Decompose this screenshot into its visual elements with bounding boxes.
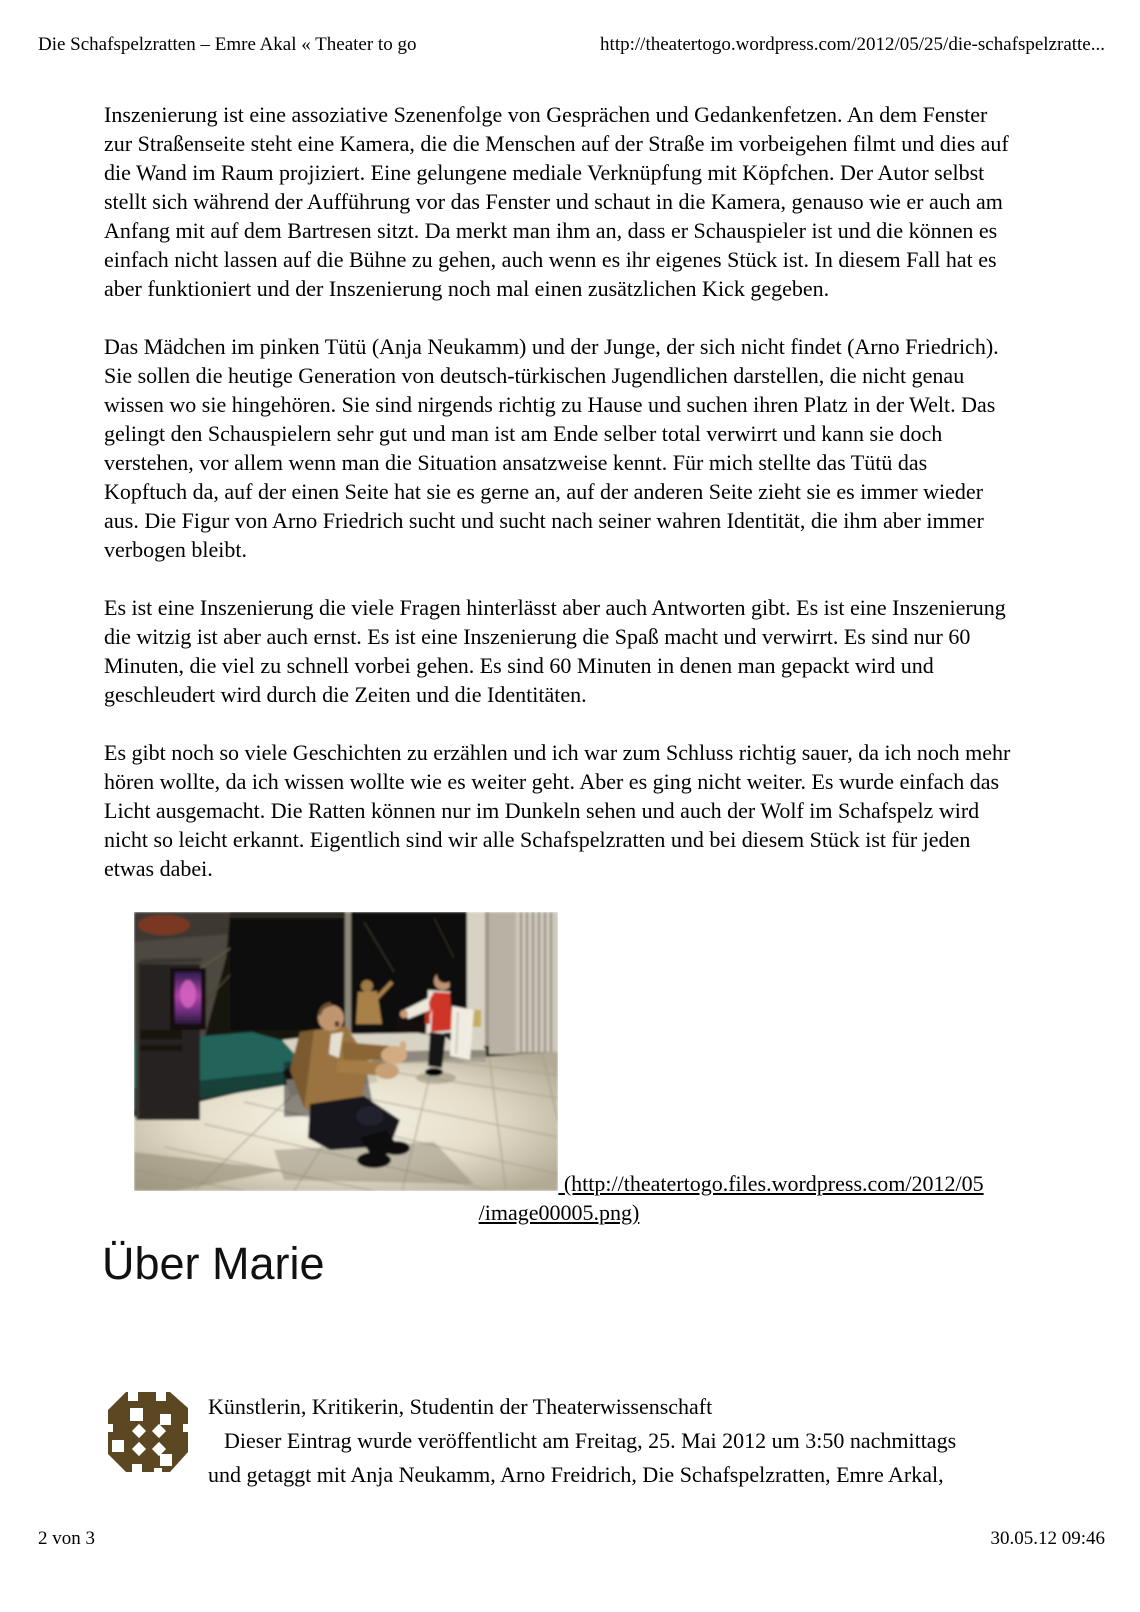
print-footer [38,1528,1105,1550]
print-header [38,34,1105,56]
image-url-link[interactable]: (http://theatertogo.files.wordpress.com/2012/05 [558,1171,984,1196]
about-section [104,1388,1050,1492]
post-meta-line2: und getaggt mit Anja Neukamm, Arno Freidrich, Die Schafspelzratten, Emre Arkal, [208,1462,944,1487]
about-heading: Über Marie [102,1238,325,1289]
source-url: http://theatertogo.wordpress.com/2012/05/25/die-schafspelzratte... [600,34,1105,55]
article-figure [104,912,1014,1227]
post-meta-line1: Dieser Eintrag wurde veröffentlicht am Freitag, 25. Mai 2012 um 3:50 nachmittags [224,1428,957,1453]
article-body [104,100,1014,1227]
window-title: Die Schafspelzratten – Emre Akal « Theater to go [38,34,417,55]
image-url-link-line2[interactable]: /image00005.png) [478,1200,640,1225]
article-paragraph: Es gibt noch so viele Geschichten zu erzählen und ich war zum Schluss richtig sauer, da ich noch mehr hören wollte, da ich wissen wollte wie es weiter geht. Aber es ging nicht weiter. Es wurde einfach das Licht ausgemacht. Die Ratten können nur im Dunkeln sehen und auch der Wolf im Schafspelz wird nicht so leicht erkannt. Eigentlich sind wir alle Schafspelzratten und bei diesem Stück ist für jeden etwas dabei. [104,740,1011,881]
print-datetime: 30.05.12 09:46 [990,1528,1105,1549]
article-paragraph: Das Mädchen im pinken Tütü (Anja Neukamm) und der Junge, der sich nicht findet (Arno Friedrich). Sie sollen die heutige Generation von deutsch-türkischen Jugendlichen darstellen, die nicht genau wissen wo sie hingehören. Sie sind nirgends richtig zu Hause und suchen ihren Platz in der Welt. Das gelingt den Schauspielern sehr gut und man ist am Ende selber total verwirrt und kann sie doch verstehen, vor allem wenn man die Situation ansatzweise kennt. Für mich stellte das Tütü das Kopftuch da, auf der einen Seite hat sie es gerne an, auf der anderen Seite zieht sie es immer wieder aus. Die Figur von Arno Friedrich sucht und sucht nach seiner wahren Identität, die ihm aber immer verbogen bleibt. [104,334,999,562]
theater-scene-photo [134,912,558,1191]
page-number: 2 von 3 [38,1528,95,1549]
article-paragraph: Es ist eine Inszenierung die viele Fragen hinterlässt aber auch Antworten gibt. Es ist eine Inszenierung die witzig ist aber auch ernst. Es ist eine Inszenierung die Spaß macht und verwirrt. Es sind nur 60 Minuten, die viel zu schnell vorbei gehen. Es sind 60 Minuten in denen man gepackt wird und geschleudert wird durch die Zeiten und die Identitäten. [104,595,1006,707]
identicon-avatar-icon [104,1388,192,1476]
about-text [208,1388,956,1492]
author-bio: Künstlerin, Kritikerin, Studentin der Theaterwissenschaft [208,1394,713,1419]
article-paragraph: Inszenierung ist eine assoziative Szenenfolge von Gesprächen und Gedankenfetzen. An dem Fenster zur Straßenseite steht eine Kamera, die die Menschen auf der Straße im vorbeigehen filmt und dies auf die Wand im Raum projiziert. Eine gelungene mediale Verknüpfung mit Köpfchen. Der Autor selbst stellt sich während der Aufführung vor das Fenster und schaut in die Kamera, genauso wie er auch am Anfang mit auf dem Bartresen sitzt. Da merkt man ihm an, dass er Schauspieler ist und die können es einfach nicht lassen auf die Bühne zu gehen, auch wenn es ihr eigenes Stück ist. In diesem Fall hat es aber funktioniert und der Inszenierung noch mal einen zusätzlichen Kick gegeben. [104,102,1009,301]
